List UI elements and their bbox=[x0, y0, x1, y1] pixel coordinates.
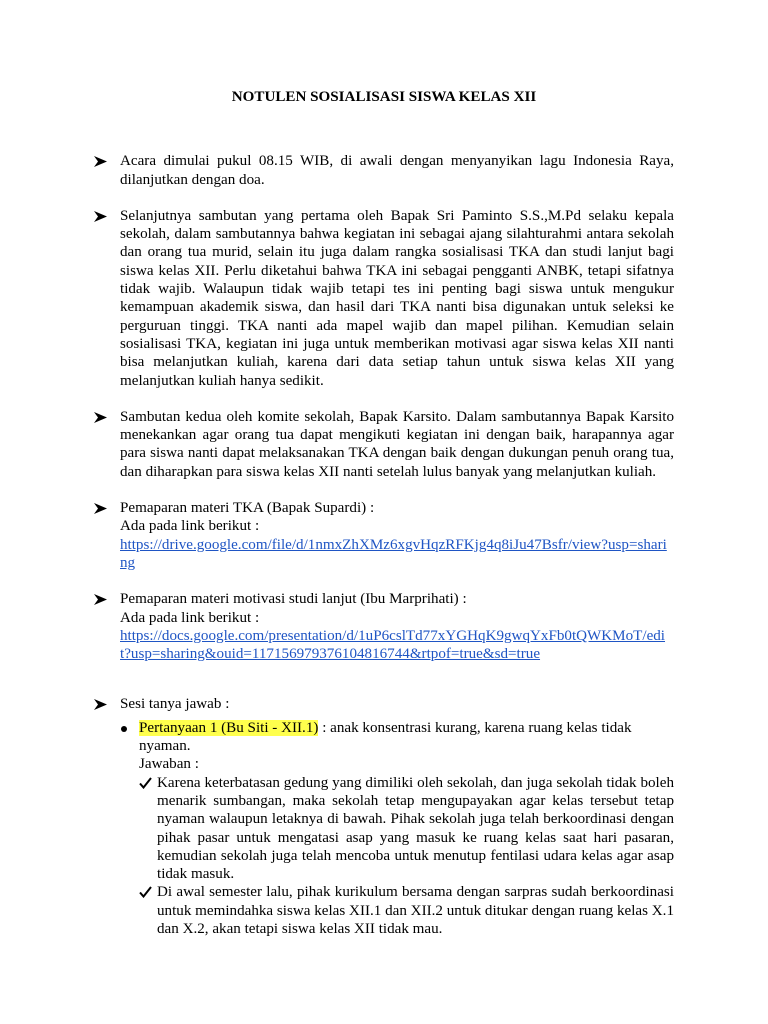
question-list bbox=[120, 719, 674, 939]
dot-bullet-icon bbox=[121, 726, 127, 732]
arrow-bullet-icon bbox=[94, 211, 107, 222]
list-item bbox=[94, 408, 674, 481]
answer-item bbox=[139, 883, 674, 938]
document-title: NOTULEN SOSIALISASI SISWA KELAS XII bbox=[231, 89, 537, 105]
docs-link[interactable]: https://docs.google.com/presentation/d/1uP6cslTd77xYGHqK9gwqYxFb0tQWKMoT/edit?usp=sharing&ouid=117156979376104816744&rtpof=true&sd=true bbox=[120, 627, 666, 663]
question-label: Pertanyaan 1 (Bu Siti - XII.1) bbox=[139, 719, 319, 736]
arrow-bullet-icon bbox=[94, 503, 107, 514]
list-item bbox=[94, 152, 674, 189]
item-text: Sambutan kedua oleh komite sekolah, Bapak Karsito. Dalam sambutannya Bapak Karsito menekankan agar orang tua dapat mengikuti kegiatan ini dengan baik, harapannya agar para siswa nanti dapat melaksanakan TKA dengan baik dengan dukungan penuh orang tua, dan diharapkan para siswa kelas XII nanti setelah lulus banyak yang melanjutkan kuliah. bbox=[120, 408, 674, 480]
list-item bbox=[94, 207, 674, 390]
question-body: : anak konsentrasi kurang, karena ruang kelas tidak nyaman. bbox=[139, 719, 632, 755]
arrow-bullet-icon bbox=[94, 699, 107, 710]
answer-text: Karena keterbatasan gedung yang dimiliki oleh sekolah, dan juga sekolah tidak boleh menarik sumbangan, maka sekolah tetap mengupayakan agar kelas tersebut tetap nyaman walaupun letaknya di bawah. Pihak sekolah juga telah berkoordinasi dengan pihak pasar untuk mengatasi asap yang masuk ke ruang kelas saat hari pasaran, kemudian sekolah juga telah mencoba untuk menutup fentilasi udara kelas agar asap tidak masuk. bbox=[157, 774, 674, 883]
link-intro: Ada pada link berikut : bbox=[120, 518, 260, 535]
checkmark-icon bbox=[139, 886, 152, 898]
answer-text: Di awal semester lalu, pihak kurikulum bersama dengan sarpras sudah berkoordinasi untuk memindahka siswa kelas XII.1 dan XII.2 untuk ditukar dengan ruang kelas X.1 dan X.2, akan tetapi siswa kelas XII tidak mau. bbox=[157, 884, 674, 937]
link-intro: Ada pada link berikut : bbox=[120, 609, 260, 626]
item-heading: Pemaparan materi TKA (Bapak Supardi) : bbox=[120, 500, 375, 517]
drive-link[interactable]: https://drive.google.com/file/d/1nmxZhXMz6xgvHqzRFKjg4q8iJu47Bsfr/view?usp=sharing bbox=[120, 536, 667, 571]
question-text bbox=[139, 719, 674, 756]
list-item-materi-tka bbox=[94, 499, 674, 572]
checkmark-icon bbox=[139, 777, 152, 789]
item-text: Acara dimulai pukul 08.15 WIB, di awali dengan menyanyikan lagu Indonesia Raya, dilanjutkan dengan doa. bbox=[120, 153, 674, 188]
answer-item bbox=[139, 774, 674, 884]
arrow-bullet-icon bbox=[94, 594, 107, 605]
answer-list bbox=[139, 774, 674, 939]
list-item-materi-motivasi bbox=[94, 590, 674, 663]
question-item bbox=[120, 719, 674, 939]
qa-heading: Sesi tanya jawab : bbox=[120, 696, 230, 713]
item-text: Selanjutnya sambutan yang pertama oleh Bapak Sri Paminto S.S.,M.Pd selaku kepala sekolah, dalam sambutannya bahwa kegiatan ini sebagai ajang silahturahmi antara sekolah dan orang tua murid, selain itu juga dalam rangka sosialisasi TKA dan studi lanjut bagi siswa kelas XII. Perlu diketahui bahwa TKA ini sebagai pengganti ANBK, tetapi sifatnya tidak wajib. Walaupun tidak wajib tetapi tes ini penting bagi siswa untuk mengukur kemampuan akademik siswa, dan hasil dari TKA nanti bisa digunakan untuk seleksi ke perguruan tinggi. TKA nanti ada mapel wajib dan mapel pilihan. Kemudian selain sosialisasi TKA, kegiatan ini juga untuk memberikan motivasi agar siswa kelas XII nanti bisa melanjutkan kuliah, karena dari data setiap tahun untuk siswa kelas XII yang melanjutkan kuliah hanya sedikit. bbox=[120, 207, 674, 389]
list-item-qa bbox=[94, 695, 674, 938]
arrow-bullet-icon bbox=[94, 412, 107, 423]
answer-label: Jawaban : bbox=[139, 756, 199, 773]
item-heading: Pemaparan materi motivasi studi lanjut (Ibu Marprihati) : bbox=[120, 591, 467, 608]
arrow-bullet-icon bbox=[94, 156, 107, 167]
